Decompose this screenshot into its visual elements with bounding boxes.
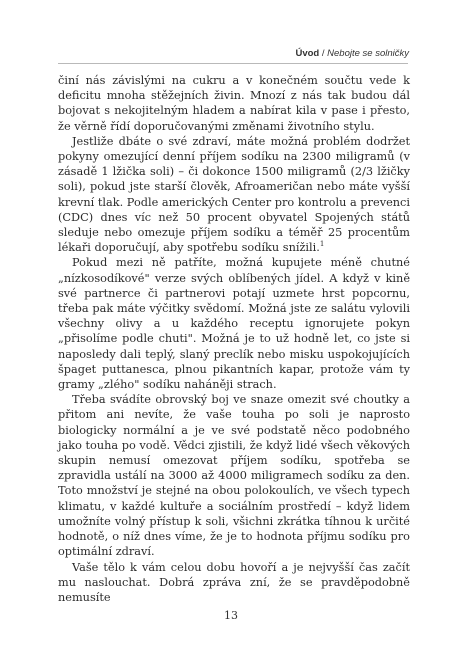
page-number: 13 <box>224 609 238 622</box>
running-header <box>295 48 409 59</box>
chapter-title: Úvod <box>295 48 320 59</box>
footnote-reference: 1 <box>319 240 325 249</box>
header-rule <box>58 63 408 64</box>
paragraph: činí nás závislými na cukru a v konečném součtu vede k deficitu mnoha stěžejních živin. Mnozí z nás tak budou dál bojovat s nekojitelným hladem a nabírat kila v pase i přesto, že věrně řídí doporučovanými změnami životního stylu. <box>58 74 410 133</box>
paragraph <box>58 134 410 256</box>
chapter-subtitle: Nebojte se solničky <box>327 48 409 59</box>
paragraph: Pokud mezi ně patříte, možná kupujete méně chutné „nízkosodíkové" verze svých oblíbených jídel. A když v kině své partnerce či partnerovi potají uzmete hrst popcornu, třeba pak máte výčitky svědomí. Možná jste ze salátu vylovili všechny olivy a u každého receptu ignorujete pokyn „přisolíme podle chuti". Možná je to už hodně let, co jste si naposledy dali teplý, slaný preclík nebo misku uspokojujících špaget puttanesca, plnou pikantních kapar, protože vám ty gramy „zlého" sodíku naháněji strach. <box>58 256 410 392</box>
body-text <box>58 73 410 605</box>
header-separator: / <box>319 48 328 59</box>
paragraph-text: Jestliže dbáte o své zdraví, máte možná problém dodržet pokyny omezující denní příjem sodíku na 2300 miligramů (v zásadě 1 lžička soli) – či dokonce 1500 miligramů (2/3 lžičky soli), pokud jste starší člověk, Afroameričan nebo máte vyšší krevní tlak. Podle amerických Center pro kontrolu a prevenci (CDC) dnes víc než 50 procent obyvatel Spojených států sleduje nebo omezuje příjem sodíku a téměř 25 procentům lékaři doporučují, aby spotřebu sodíku snížili. <box>58 134 410 255</box>
paragraph: Třeba svádíte obrovský boj ve snaze omezit své choutky a přitom ani nevíte, že vaše touha po soli je naprosto biologicky normální a je ve své podstatě něco podobného jako touha po vodě. Vědci zjistili, že když lidé všech věkových skupin nemusí omezovat příjem sodíku, spotřeba se zpravidla ustálí na 3000 až 4000 miligramech sodíku za den. Toto množství je stejné na obou polokoulích, ve všech typech klimatu, v každé kultuře a sociálním prostředí – když lidem umožníte volný přístup k soli, všichni zkrátka tíhnou k určité hodnotě, o níž dnes víme, že je to hodnota příjmu sodíku pro optimální zdraví. <box>58 393 410 559</box>
paragraph: Vaše tělo k vám celou dobu hovoří a je nejvyšší čas začít mu naslouchat. Dobrá zpráva zní, že se pravděpodobně nemusíte <box>58 560 410 604</box>
